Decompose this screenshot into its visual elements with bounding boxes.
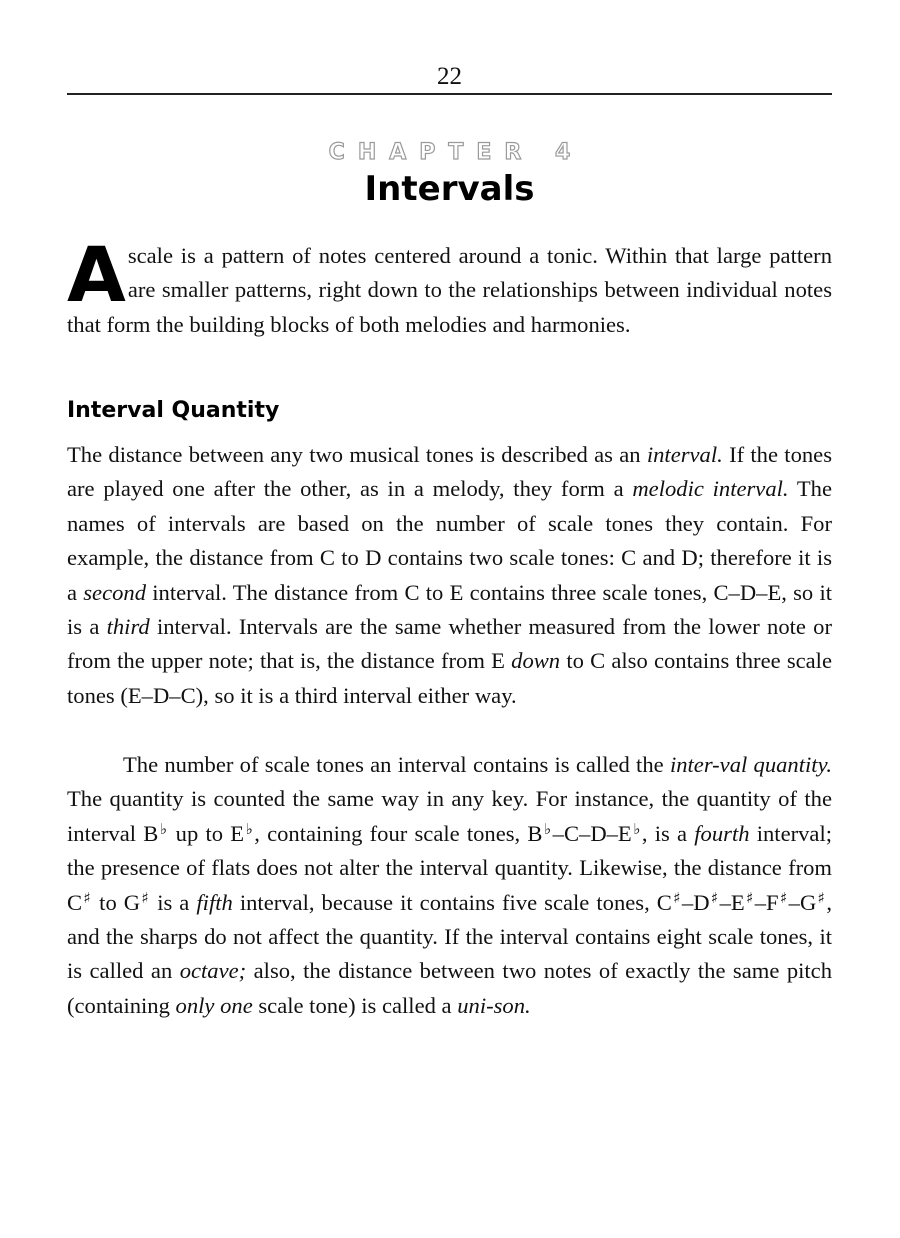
- text-run: to C also contains three scale tones (E–D–C), so it is a third interval either way.: [67, 648, 832, 708]
- sharp-symbol: ♯: [671, 888, 682, 907]
- sharp-symbol: ♯: [82, 888, 93, 907]
- intro-paragraph: [67, 230, 832, 342]
- text-run: , and the sharps do not affect the quantity. If the interval contains eight scale tones, it is called an: [67, 889, 832, 984]
- text-run: –F: [754, 889, 779, 915]
- chapter-label: CHAPTER 4: [328, 140, 584, 165]
- text-run: The number of scale tones an interval contains is called the: [123, 752, 670, 777]
- emphasis: only one: [175, 992, 253, 1018]
- emphasis: fifth: [196, 889, 233, 915]
- text-run: interval. The distance from C to E contains three scale tones, C–D–E, so it is a: [67, 579, 832, 640]
- text-run: –G: [788, 889, 817, 915]
- text-run: –D: [681, 889, 710, 915]
- emphasis: inter-val quantity.: [669, 752, 832, 777]
- text-run: to G: [92, 889, 141, 915]
- emphasis: second: [83, 579, 147, 605]
- text-run: interval; the presence of flats does not alter the interval quantity. Likewise, the distance from C: [67, 820, 833, 915]
- paragraph-interval-definition: [67, 438, 832, 713]
- text-run: The names of intervals are based on the number of scale tones they contain. For example, the distance from C to D contains two scale tones: C and D; therefore it is a: [67, 476, 832, 605]
- emphasis: fourth: [694, 820, 750, 846]
- sharp-symbol: ♯: [816, 888, 827, 907]
- paragraph-interval-quantity: [67, 748, 832, 1023]
- emphasis: interval.: [646, 442, 723, 467]
- sharp-symbol: ♯: [744, 888, 755, 907]
- header-rule: [67, 93, 832, 95]
- emphasis: third: [106, 614, 150, 640]
- text-run: –C–D–E: [552, 820, 632, 846]
- flat-symbol: ♭: [542, 819, 553, 838]
- emphasis: down: [511, 648, 561, 674]
- text-run: , containing four scale tones, B: [254, 820, 543, 846]
- text-run: also, the distance between two notes of exactly the same pitch (containing: [67, 958, 832, 1018]
- flat-symbol: ♭: [244, 819, 255, 838]
- emphasis: uni-son.: [457, 992, 531, 1018]
- flat-symbol: ♭: [631, 819, 642, 838]
- text-run: , is a: [641, 820, 695, 846]
- emphasis: melodic interval.: [632, 476, 789, 502]
- sharp-symbol: ♯: [140, 888, 151, 907]
- text-run: –E: [719, 889, 745, 915]
- section-heading: Interval Quantity: [67, 398, 280, 423]
- text-run: The distance between any two musical tones is described as an: [67, 442, 647, 467]
- drop-cap: A: [67, 230, 126, 319]
- text-run: scale tone) is called a: [252, 992, 458, 1018]
- text-run: interval, because it contains five scale tones, C: [232, 889, 672, 915]
- sharp-symbol: ♯: [709, 888, 720, 907]
- page-number: 22: [437, 63, 462, 90]
- text-run: The quantity is counted the same way in any key. For instance, the quantity of the interval B: [67, 786, 832, 846]
- text-run: interval. Intervals are the same whether measured from the lower note or from the upper note; that is, the distance from E: [67, 614, 832, 674]
- text-run: If the tones are played one after the other, as in a melody, they form a: [67, 442, 832, 502]
- text-run: is a: [150, 889, 197, 915]
- chapter-title: Intervals: [364, 169, 535, 209]
- sharp-symbol: ♯: [778, 888, 789, 907]
- intro-text: scale is a pattern of notes centered around a tonic. Within that large pattern are smaller patterns, right down to the relationships between individual notes that form the building blocks of both melodies and harmonies.: [67, 243, 832, 337]
- text-run: up to E: [168, 820, 245, 846]
- flat-symbol: ♭: [158, 819, 169, 838]
- emphasis: octave;: [179, 958, 247, 984]
